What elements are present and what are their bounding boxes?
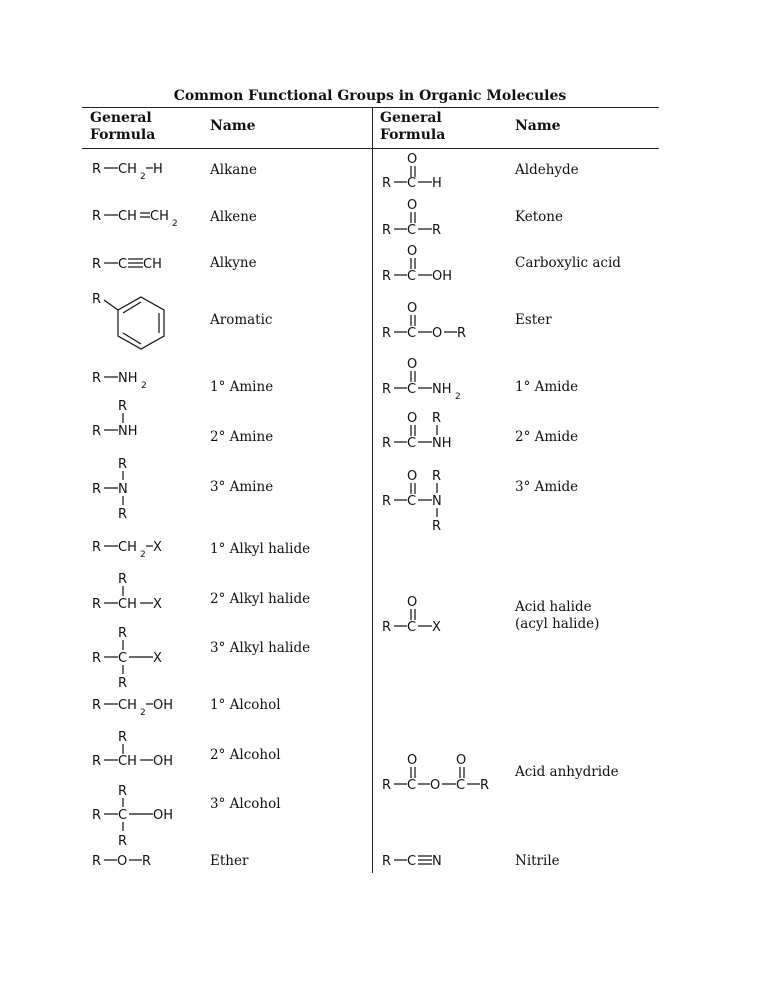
svg-text:O: O bbox=[407, 753, 418, 768]
svg-text:R: R bbox=[382, 223, 392, 238]
svg-text:X: X bbox=[153, 597, 162, 612]
svg-text:R: R bbox=[432, 519, 442, 534]
formula-alkyl-halide-1 bbox=[92, 540, 162, 560]
name-acid-anhydride: Acid anhydride bbox=[515, 764, 619, 780]
svg-text:O: O bbox=[407, 411, 418, 426]
svg-text:O: O bbox=[117, 854, 128, 869]
name-ester: Ester bbox=[515, 312, 552, 328]
name-amine-2: 2° Amine bbox=[210, 429, 274, 445]
svg-text:R: R bbox=[92, 209, 102, 224]
svg-text:N: N bbox=[118, 482, 128, 497]
svg-text:R: R bbox=[432, 411, 442, 426]
svg-text:R: R bbox=[480, 778, 490, 793]
svg-text:R: R bbox=[382, 494, 392, 509]
name-ether: Ether bbox=[210, 853, 249, 869]
svg-text:R: R bbox=[118, 399, 128, 414]
formula-alcohol-3 bbox=[92, 784, 173, 849]
svg-text:R: R bbox=[118, 676, 128, 691]
svg-text:H: H bbox=[153, 162, 163, 177]
formula-amine-3 bbox=[92, 457, 128, 522]
svg-text:CH: CH bbox=[118, 540, 137, 555]
svg-text:R: R bbox=[432, 223, 442, 238]
svg-text:O: O bbox=[407, 357, 418, 372]
right-name-header: Name bbox=[515, 118, 561, 134]
left-formula-header bbox=[90, 110, 155, 144]
svg-text:R: R bbox=[382, 778, 392, 793]
left-name-header: Name bbox=[210, 118, 256, 134]
formula-carboxylic-acid bbox=[382, 244, 452, 284]
svg-text:R: R bbox=[382, 269, 392, 284]
formula-amine-2 bbox=[92, 399, 138, 439]
left-formula-header-text: General Formula bbox=[90, 110, 156, 143]
svg-text:O: O bbox=[407, 244, 418, 259]
svg-text:O: O bbox=[430, 778, 441, 793]
svg-text:CH: CH bbox=[118, 597, 137, 612]
svg-text:OH: OH bbox=[153, 754, 174, 769]
svg-text:R: R bbox=[118, 834, 128, 849]
svg-text:2: 2 bbox=[140, 708, 146, 718]
formula-aldehyde bbox=[382, 152, 442, 191]
name-acyl-halide: (acyl halide) bbox=[515, 616, 600, 632]
svg-text:2: 2 bbox=[141, 381, 147, 391]
svg-text:R: R bbox=[382, 436, 392, 451]
name-ketone: Ketone bbox=[515, 209, 563, 225]
formula-ether bbox=[92, 854, 151, 869]
svg-text:C: C bbox=[118, 651, 128, 666]
svg-text:O: O bbox=[456, 753, 467, 768]
name-alkyl-halide-3: 3° Alkyl halide bbox=[210, 640, 311, 656]
svg-text:2: 2 bbox=[140, 550, 146, 560]
svg-text:R: R bbox=[92, 257, 102, 272]
header-rule bbox=[82, 148, 659, 149]
svg-text:O: O bbox=[407, 198, 418, 213]
name-aldehyde: Aldehyde bbox=[515, 162, 579, 178]
name-nitrile: Nitrile bbox=[515, 853, 560, 869]
svg-text:C: C bbox=[407, 269, 417, 284]
formula-alkyne bbox=[92, 257, 162, 272]
svg-text:NH: NH bbox=[118, 424, 138, 439]
svg-text:R: R bbox=[92, 540, 102, 555]
svg-text:R: R bbox=[92, 597, 102, 612]
svg-text:CH: CH bbox=[118, 209, 137, 224]
formula-amide-3 bbox=[382, 469, 442, 534]
formula-amine-1 bbox=[92, 371, 147, 391]
svg-text:R: R bbox=[118, 572, 128, 587]
name-alkyl-halide-2: 2° Alkyl halide bbox=[210, 591, 311, 607]
svg-text:C: C bbox=[407, 854, 417, 869]
name-carboxylic-acid: Carboxylic acid bbox=[515, 255, 621, 271]
svg-text:R: R bbox=[92, 292, 102, 307]
svg-text:R: R bbox=[92, 698, 102, 713]
svg-text:C: C bbox=[407, 778, 417, 793]
svg-text:R: R bbox=[118, 730, 128, 745]
svg-text:R: R bbox=[92, 754, 102, 769]
svg-text:OH: OH bbox=[153, 808, 174, 823]
svg-text:X: X bbox=[153, 540, 162, 555]
formula-acid-anhydride bbox=[382, 753, 489, 793]
name-amide-1: 1° Amide bbox=[515, 379, 579, 395]
svg-text:O: O bbox=[407, 301, 418, 316]
name-amine-1: 1° Amine bbox=[210, 379, 274, 395]
svg-text:R: R bbox=[382, 326, 392, 341]
svg-text:OH: OH bbox=[153, 698, 174, 713]
svg-text:2: 2 bbox=[455, 392, 461, 402]
svg-text:R: R bbox=[92, 651, 102, 666]
formula-alkene bbox=[92, 209, 178, 229]
svg-text:NH: NH bbox=[432, 436, 452, 451]
name-acid-halide: Acid halide bbox=[515, 599, 592, 615]
svg-text:C: C bbox=[407, 494, 417, 509]
svg-text:NH: NH bbox=[118, 371, 138, 386]
svg-text:R: R bbox=[142, 854, 152, 869]
svg-text:2: 2 bbox=[172, 219, 178, 229]
name-amide-2: 2° Amide bbox=[515, 429, 579, 445]
svg-text:C: C bbox=[407, 176, 417, 191]
formula-acid-halide bbox=[382, 595, 441, 635]
svg-text:R: R bbox=[92, 482, 102, 497]
formula-aromatic bbox=[92, 292, 164, 349]
svg-text:R: R bbox=[382, 854, 392, 869]
svg-text:N: N bbox=[432, 494, 442, 509]
formula-amide-2 bbox=[382, 411, 452, 451]
right-formula-header-text: General Formula bbox=[380, 110, 446, 143]
svg-text:C: C bbox=[407, 382, 417, 397]
svg-text:OH: OH bbox=[432, 269, 453, 284]
svg-text:CH: CH bbox=[118, 754, 137, 769]
svg-text:2: 2 bbox=[140, 172, 146, 182]
name-alcohol-2: 2° Alcohol bbox=[210, 747, 281, 763]
formula-ketone bbox=[382, 198, 441, 238]
svg-text:CH: CH bbox=[118, 162, 137, 177]
svg-text:H: H bbox=[432, 176, 442, 191]
svg-text:R: R bbox=[92, 424, 102, 439]
svg-text:C: C bbox=[407, 620, 417, 635]
name-amine-3: 3° Amine bbox=[210, 479, 274, 495]
svg-text:CH: CH bbox=[150, 209, 169, 224]
svg-text:R: R bbox=[432, 469, 442, 484]
right-formula-header bbox=[380, 110, 445, 144]
table-title: Common Functional Groups in Organic Molecules bbox=[173, 88, 567, 104]
svg-text:C: C bbox=[407, 223, 417, 238]
svg-text:R: R bbox=[118, 457, 128, 472]
svg-text:O: O bbox=[407, 469, 418, 484]
formula-alcohol-1 bbox=[92, 698, 173, 718]
name-alcohol-1: 1° Alcohol bbox=[210, 697, 281, 713]
svg-text:R: R bbox=[382, 620, 392, 635]
name-alkene: Alkene bbox=[210, 209, 257, 225]
formula-amide-1 bbox=[382, 357, 461, 402]
name-alkyl-halide-1: 1° Alkyl halide bbox=[210, 541, 311, 557]
svg-text:R: R bbox=[118, 784, 128, 799]
svg-text:C: C bbox=[407, 326, 417, 341]
svg-text:R: R bbox=[118, 507, 128, 522]
svg-text:C: C bbox=[118, 257, 128, 272]
svg-text:C: C bbox=[118, 808, 128, 823]
svg-text:C: C bbox=[407, 436, 417, 451]
svg-text:X: X bbox=[153, 651, 162, 666]
svg-text:O: O bbox=[407, 152, 418, 167]
column-divider bbox=[372, 107, 373, 873]
name-alkane: Alkane bbox=[210, 162, 257, 178]
formula-nitrile bbox=[382, 854, 442, 869]
svg-text:R: R bbox=[92, 854, 102, 869]
svg-text:X: X bbox=[432, 620, 441, 635]
formula-ester bbox=[382, 301, 466, 341]
top-rule bbox=[82, 107, 659, 108]
svg-text:C: C bbox=[456, 778, 466, 793]
svg-text:NH: NH bbox=[432, 382, 452, 397]
svg-text:R: R bbox=[457, 326, 467, 341]
svg-text:N: N bbox=[432, 854, 442, 869]
name-aromatic: Aromatic bbox=[210, 312, 273, 328]
svg-text:R: R bbox=[92, 371, 102, 386]
svg-text:R: R bbox=[382, 382, 392, 397]
svg-text:O: O bbox=[407, 595, 418, 610]
name-amide-3: 3° Amide bbox=[515, 479, 579, 495]
svg-text:R: R bbox=[118, 626, 128, 641]
formula-alcohol-2 bbox=[92, 730, 173, 769]
svg-text:R: R bbox=[92, 162, 102, 177]
formula-alkyl-halide-2 bbox=[92, 572, 162, 612]
formula-alkane bbox=[92, 162, 163, 182]
svg-text:CH: CH bbox=[143, 257, 162, 272]
svg-text:R: R bbox=[382, 176, 392, 191]
name-alcohol-3: 3° Alcohol bbox=[210, 796, 281, 812]
svg-text:R: R bbox=[92, 808, 102, 823]
svg-text:CH: CH bbox=[118, 698, 137, 713]
formula-alkyl-halide-3 bbox=[92, 626, 162, 691]
name-alkyne: Alkyne bbox=[210, 255, 257, 271]
svg-text:O: O bbox=[432, 326, 443, 341]
